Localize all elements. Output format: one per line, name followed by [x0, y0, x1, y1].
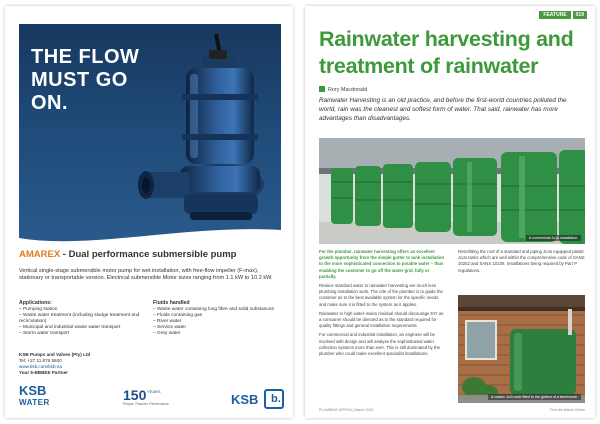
- feature-tag: [539, 12, 587, 20]
- body-paragraph: For commercial and industrial installation, an engineer will be involved with design and will analyse the sophisticated water collection systems more than ever. This is still dominated by the plumber who could make excellent specialist installations.: [319, 332, 441, 357]
- lead-paragraph: For the plumber, rainwater harvesting offers an excellent growth opportunity from the simple gutter to tank installation to the more sophisticated connection to potable water – thus enabling the customer to go off the water grid, fully or partially.: [319, 249, 445, 279]
- fluids-column: [153, 300, 278, 338]
- ad-product-title: [19, 249, 281, 263]
- ksb-logo-text: KSB: [231, 392, 259, 407]
- page-footer-left: PLUMBING AFRICA | March 2019: [319, 408, 374, 412]
- list-item: – River water: [153, 319, 278, 325]
- list-item: – Municipal and industrial waste water transport: [19, 325, 144, 331]
- water-tanks-illustration: [319, 138, 585, 244]
- page-number: 019: [573, 11, 587, 19]
- author-icon: [319, 86, 325, 92]
- ksb-water-logo: [19, 385, 59, 411]
- hero-curve-decoration: [19, 224, 281, 246]
- feature-label: FEATURE: [539, 11, 570, 19]
- farmhouse-tank-illustration: [458, 295, 585, 403]
- anniversary-badge: [123, 387, 169, 407]
- list-item: – Grey water: [153, 331, 278, 337]
- ad-headline: THE FLOW MUST GO ON.: [31, 46, 140, 114]
- company-tagline: Your 5-BBBEE Partner: [19, 370, 68, 375]
- water-tanks-photo: [319, 138, 585, 244]
- list-item: – Service water: [153, 325, 278, 331]
- anniversary-label: YEARS: [147, 389, 161, 394]
- ad-description: Vertical single-stage submersible motor pump for wet installation, with free-flow impeller (F-max), stationary or transportable version. Electrical submersible Motor sizes ranging from 1.1 kW to 10.2 kW.: [19, 268, 273, 281]
- article-column-1: [319, 249, 445, 360]
- list-item: – Waste water treatment (including sludge treatment and recirculation): [19, 313, 144, 325]
- list-item: – Waste water containing long fibre and solid substances: [153, 307, 278, 313]
- body-paragraph: Retrofitting the roof of a standard and piping JoJo equipped plastic JoJo tanks which are well within the comprehensive code of SANS 10252 and SANS 10106. Installations being required by Part P regulations.: [458, 249, 585, 273]
- company-name: KSB Pumps and Valves (Pty) Ltd: [19, 352, 91, 357]
- article-standfirst: Rainwater Harvesting is an old practice, and before the first-world countries polluted the world, rain was the cleanest and softest form of water. That said, rainwater has more advantages than disadvantages.: [319, 97, 567, 122]
- body-paragraph: Rainwater to high water-mains residual should discourage DIY as a consumer should be directed as to the standard required for quality fittings and general installation requirements.: [319, 310, 444, 329]
- anniversary-tagline: People. Passion. Performance.: [123, 402, 170, 406]
- company-phone: Tel: +27 11 876 5600: [19, 358, 62, 363]
- ksb-logo-mark-glyph: b.: [271, 393, 281, 405]
- list-item: – Fluids containing gas: [153, 313, 278, 319]
- ksb-logo: [231, 388, 287, 410]
- list-item: – Storm water transport: [19, 331, 144, 337]
- list-item: – Pumping station: [19, 307, 144, 313]
- photo-caption: A commercial JoJo installation.: [526, 235, 581, 241]
- body-paragraph: Reduce standard water to rainwater harvesting are much less plumbing installation work. The role of the plumber is to guide the customer as to the best available system for the specific needs and make sure it is fitted to the system as it applies.: [319, 283, 443, 307]
- applications-heading: Applications:: [19, 300, 52, 306]
- ksb-water-sub: WATER: [19, 398, 50, 407]
- advertisement-page: [5, 6, 293, 418]
- article-title: Rainwater harvesting and treatment of rainwater: [319, 27, 574, 78]
- product-brand: AMAREX: [19, 249, 61, 260]
- product-subtitle: - Dual performance submersible pump: [60, 249, 237, 260]
- ad-contact-block: [19, 352, 139, 376]
- author-name: Rory Macdonald: [328, 87, 368, 93]
- company-website-link[interactable]: www.ksb.com/ksb-za: [19, 364, 62, 369]
- ad-hero-image: [19, 24, 281, 246]
- fluids-heading: Fluids handled: [153, 300, 190, 306]
- anniversary-number: 150: [123, 387, 147, 403]
- ksb-water-brand: KSB: [19, 383, 47, 398]
- byline: [319, 86, 367, 93]
- photo-caption: A classic JoJo tank fitted to the gutters of a farmhouse.: [488, 394, 581, 400]
- applications-column: [19, 300, 144, 338]
- farmhouse-tank-photo: [458, 295, 585, 403]
- page-footer-right: Find the Article Online: [549, 408, 585, 412]
- ksb-logo-mark: [264, 389, 284, 409]
- article-page: [305, 6, 595, 418]
- submersible-pump-illustration: [124, 34, 281, 244]
- article-column-2: [458, 249, 585, 277]
